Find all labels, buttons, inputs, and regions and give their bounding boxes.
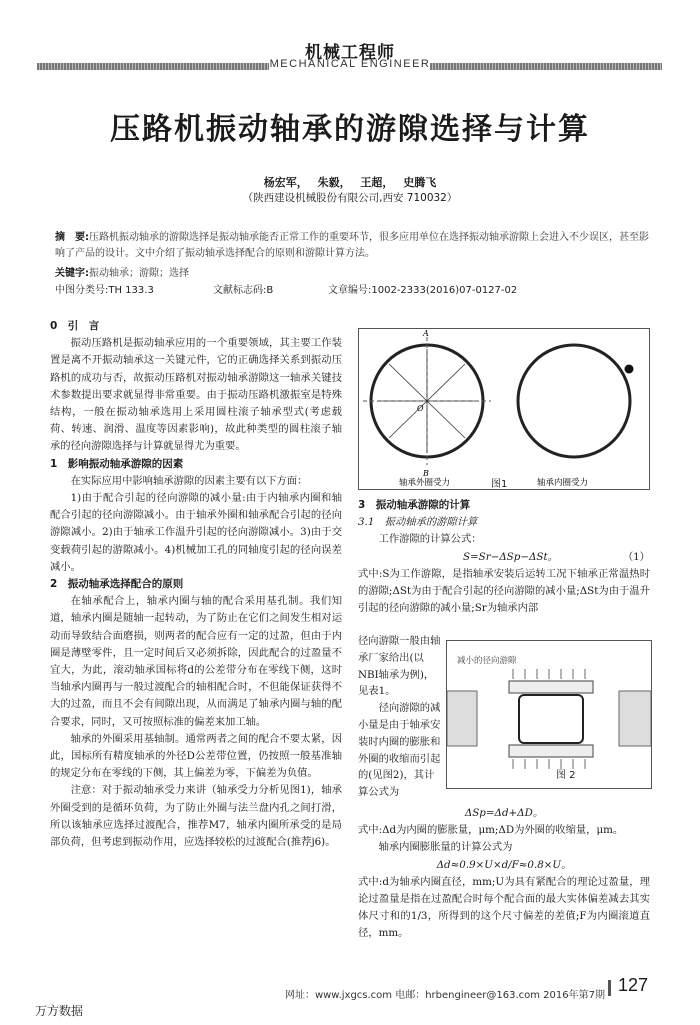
section-3-1-paragraph-3: 式中:Δd为内圈的膨胀量，μm;ΔD为外圈的收缩量，μm。 bbox=[358, 824, 624, 837]
section-3-1-title: 3.1 振动轴承的游隙计算 bbox=[358, 516, 478, 529]
label-o: O bbox=[417, 404, 424, 413]
abstract-text: 压路机振动轴承的游隙选择是振动轴承能否正常工作的重要环节，很多应用单位在选择振动轴承游隙上会进入不少误区，甚至影响了产品的设计。文中介绍了振动轴承选择配合的原则和游隙计算方法。 bbox=[55, 232, 649, 259]
authors: 杨宏军， 朱毅， 王超， 史腾飞 bbox=[263, 176, 437, 189]
figure-2-label: 减小的径向游隙 bbox=[457, 656, 517, 666]
affiliation: （陕西建设机械股份有限公司,西安 710032） bbox=[242, 192, 458, 204]
abstract bbox=[55, 230, 655, 262]
section-2-title: 2 振动轴承选择配合的原则 bbox=[50, 578, 184, 591]
section-1-title: 1 影响振动轴承游隙的因素 bbox=[50, 457, 184, 470]
formula-1: S=Sr−ΔSp−ΔSt。 bbox=[462, 550, 558, 563]
footer-text: 网址：www.jxgcs.com 电邮：hrbengineer@163.com 2016年第7期 bbox=[284, 990, 605, 1001]
section-1-paragraph-2: 1)由于配合引起的径向游隙的减小量:由于内轴承内圈和轴配合引起的径向游隙减小。由于轴承外圈和轴承配合引起的径向游隙减小。2)由于轴承工作温升引起的径向游隙减小。3)由于交变载荷引起的游隙减小。4)机械加工孔的同轴度引起的径向误差减小。 bbox=[50, 492, 342, 573]
article-number: 文章编号:1002-2333(2016)07-0127-02 bbox=[328, 285, 518, 296]
keywords-text: 振动轴承；游隙；选择 bbox=[89, 268, 189, 279]
formula-3: Δd≈0.9×U×d/F≈0.8×U。 bbox=[436, 858, 572, 871]
header-bar-right bbox=[430, 63, 662, 70]
clc-number: 中图分类号:TH 133.3 bbox=[55, 285, 154, 296]
keywords-label: 关键字: bbox=[55, 268, 89, 279]
figure-2-drawing bbox=[447, 641, 651, 788]
section-2-paragraph-2: 轴承的外圈采用基轴制。通常两者之间的配合不要太紧，因此，国标所有精度轴承的外径D公差带位置，仍按照一般基准轴的规定分布在零线的下侧，其上偏差为零，下偏差为负值。 bbox=[50, 732, 342, 780]
section-3-1-paragraph-1: 工作游隙的计算公式： bbox=[378, 533, 482, 546]
caption-outer-load: 轴承外圈受力 bbox=[399, 478, 451, 488]
roller bbox=[519, 695, 583, 743]
right-column-bottom bbox=[358, 805, 650, 943]
section-0-title: 0 引 言 bbox=[50, 320, 100, 332]
wrap-paragraph-1: 径向游隙一般由轴承厂家给出(以NBI轴承为例)，见表1。 bbox=[358, 635, 441, 698]
page-separator bbox=[608, 980, 611, 996]
abstract-label: 摘 要: bbox=[55, 232, 89, 243]
label-b: B bbox=[423, 469, 429, 478]
section-0-paragraph: 振动压路机是振动轴承应用的一个重要领域，其主要工作装置是离不开振动轴承这一关键元件，它的正确选择关系到振动压路机的成功与否，故振动压路机对振动轴承游隙这一轴承关键技术参数提出要求就显得非常重要。由于振动压路机激振室是特殊结构，一般在振动轴承选用上采用圆柱滚子轴承型式(考虑载荷、转速、润滑、温度等因素影响)，故此种类型的圆柱滚子轴承的径向游隙选择与计算就显得尤为重要。 bbox=[50, 337, 342, 453]
figure-1-caption: 图1 bbox=[491, 479, 508, 490]
right-column-top bbox=[358, 497, 650, 617]
page-number: 127 bbox=[618, 975, 649, 995]
inner-race bbox=[509, 745, 593, 757]
shaft-left bbox=[447, 691, 477, 746]
formula-2: ΔSp=Δd+ΔD。 bbox=[464, 807, 544, 819]
wrap-paragraph-2: 径向游隙的减小量是由于轴承安装时内圈的膨胀和外圈的收缩而引起的(见图2)，其计算公式为 bbox=[358, 702, 441, 799]
section-3-1-paragraph-5: 式中:d为轴承内圈直径，mm;U为具有紧配合的理论过盈量，理论过盈量是指在过盈配合时每个配合面的最大实体偏差减去其实体尺寸和的1/3，所得到的这个尺寸偏差的差值;F为内圈滚道直径，mm。 bbox=[358, 875, 650, 940]
section-1-paragraph-1: 在实际应用中影响轴承游隙的因素主要有以下方面： bbox=[70, 474, 308, 487]
section-3-1-paragraph-2: 式中:S为工作游隙，是指轴承安装后运转工况下轴承正常温热时的游隙;ΔSt为由于配合引起的径向游隙的减小量;ΔSt为由于温升引起的径向游隙的减小量;Sr为轴承内部 bbox=[358, 567, 650, 615]
section-2-paragraph-3: 注意：对于振动轴承受力来讲（轴承受力分析见图1)，轴承外圈受到的是循环负荷，为了防止外圈与法兰盘内孔之间打滑，所以该轴承应选择过渡配合，推荐M7，轴承内圈所承受的是局部负荷，但考虑到振动作用，应选择较松的过渡配合(推荐j6)。 bbox=[50, 784, 342, 849]
formula-1-number: （1） bbox=[622, 550, 650, 563]
watermark-text: 万方数据 bbox=[35, 1004, 84, 1018]
shaft-right bbox=[619, 691, 651, 746]
section-3-1-paragraph-4: 轴承内圈膨胀量的计算公式为 bbox=[378, 841, 513, 854]
outer-race bbox=[509, 681, 593, 693]
radial-load-arrows bbox=[379, 349, 475, 453]
right-column-wrap bbox=[358, 633, 442, 801]
figure-1-drawing bbox=[359, 329, 649, 489]
section-2-paragraph-1: 在轴承配合上，轴承内圈与轴的配合采用基孔制。我们知道，轴承内圈是随轴一起转动，为了防止在它们之间发生相对运动而导致结合面磨损，则两者的配合应有一定的过盈，但由于内圈是薄壁零件，且一定时间后又必须拆除，因此配合的过盈量不宜大，为此，滚动轴承国标将d的公差带分布在零线下侧，这时当轴承内圈再与一般过渡配合的轴相配合时，不但能保证获得不大的过盈，而且不会有间隙出现，从而满足了轴承内圈与轴的配合要求，同时，又可按照标准的偏差来加工轴。 bbox=[50, 595, 342, 728]
caption-inner-load: 轴承内圈受力 bbox=[537, 478, 589, 488]
label-a: A bbox=[423, 329, 429, 338]
left-column bbox=[50, 318, 342, 851]
figure-1 bbox=[358, 328, 650, 490]
figure-2-caption: 图 2 bbox=[556, 770, 576, 781]
load-point bbox=[625, 365, 634, 374]
doc-code: 文献标志码:B bbox=[213, 285, 274, 296]
journal-name-cn: 机械工程师 bbox=[305, 43, 395, 63]
section-3-title: 3 振动轴承游隙的计算 bbox=[358, 499, 471, 511]
journal-name-en: MECHANICAL ENGINEER bbox=[269, 58, 431, 70]
keywords bbox=[55, 264, 655, 279]
figure-2 bbox=[446, 640, 652, 789]
article-title: 压路机振动轴承的游隙选择与计算 bbox=[110, 112, 590, 147]
formula-1-row bbox=[358, 549, 650, 566]
